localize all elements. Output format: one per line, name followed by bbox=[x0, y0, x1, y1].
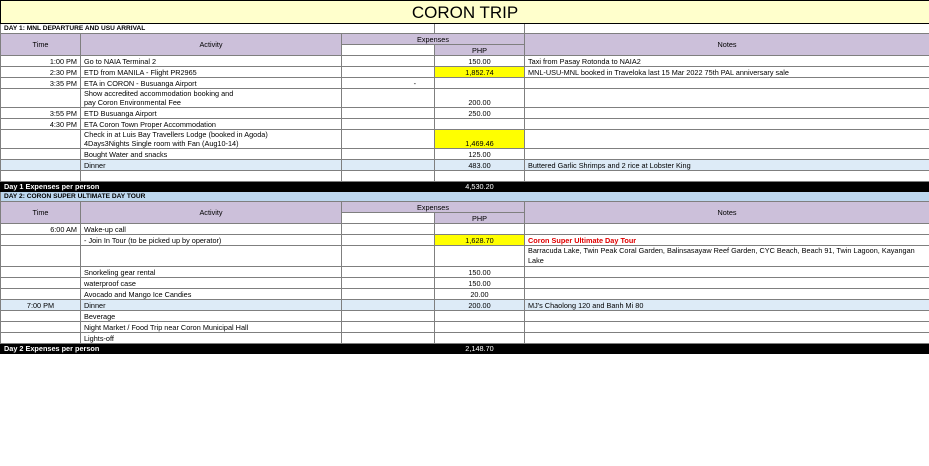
time-cell[interactable] bbox=[1, 333, 81, 344]
table-row bbox=[1, 267, 929, 278]
activity-cell[interactable]: Beverage bbox=[81, 311, 342, 322]
time-cell[interactable] bbox=[1, 311, 81, 322]
cell[interactable] bbox=[342, 267, 435, 278]
activity-header[interactable]: Activity bbox=[81, 34, 342, 56]
cell[interactable] bbox=[342, 278, 435, 289]
time-header[interactable]: Time bbox=[1, 202, 81, 224]
activity-cell[interactable]: ETA in CORON - Busuanga Airport bbox=[81, 78, 342, 89]
expenses-blank-header[interactable] bbox=[342, 45, 435, 56]
amount-cell[interactable] bbox=[435, 119, 525, 130]
day2-heading[interactable]: DAY 2: CORON SUPER ULTIMATE DAY TOUR bbox=[1, 192, 929, 202]
day1-total-amount[interactable]: 4,530.20 bbox=[435, 182, 525, 192]
amount-cell[interactable] bbox=[435, 322, 525, 333]
table-row bbox=[1, 322, 929, 333]
activity-cell[interactable]: ETD from MANILA - Flight PR2965 bbox=[81, 67, 342, 78]
expenses-header[interactable]: Expenses bbox=[342, 202, 525, 213]
time-cell[interactable]: 4:30 PM bbox=[1, 119, 81, 130]
title-row bbox=[1, 1, 929, 24]
expenses-header[interactable]: Expenses bbox=[342, 34, 525, 45]
cell[interactable] bbox=[342, 300, 435, 311]
amount-cell[interactable]: 1,628.70 bbox=[435, 235, 525, 246]
day2-total-row bbox=[1, 344, 929, 354]
note-cell[interactable]: Taxi from Pasay Rotonda to NAIA2 bbox=[525, 56, 929, 67]
amount-cell[interactable] bbox=[435, 224, 525, 235]
table-row bbox=[1, 56, 929, 67]
cell[interactable] bbox=[342, 235, 435, 246]
cell[interactable] bbox=[525, 24, 929, 34]
time-cell[interactable] bbox=[1, 278, 81, 289]
activity-line: pay Coron Environmental Fee bbox=[84, 98, 181, 107]
cell[interactable] bbox=[1, 171, 81, 182]
sheet-title[interactable]: CORON TRIP bbox=[1, 1, 929, 24]
activity-cell[interactable]: ETD Busuanga Airport bbox=[81, 108, 342, 119]
amount-cell[interactable]: 1,852.74 bbox=[435, 67, 525, 78]
cell[interactable] bbox=[342, 246, 435, 267]
time-cell[interactable] bbox=[1, 149, 81, 160]
cell[interactable] bbox=[342, 119, 435, 130]
activity-cell[interactable]: Dinner bbox=[81, 160, 342, 171]
activity-cell[interactable]: Night Market / Food Trip near Coron Municipal Hall bbox=[81, 322, 342, 333]
time-cell[interactable]: 3:35 PM bbox=[1, 78, 81, 89]
blank-row bbox=[1, 171, 929, 182]
time-cell[interactable] bbox=[1, 235, 81, 246]
note-cell[interactable] bbox=[525, 89, 929, 108]
expenses-blank-header[interactable] bbox=[342, 213, 435, 224]
cell[interactable] bbox=[342, 182, 435, 192]
table-row bbox=[1, 235, 929, 246]
table-row bbox=[1, 246, 929, 267]
activity-cell[interactable]: ETA Coron Town Proper Accommodation bbox=[81, 119, 342, 130]
activity-cell[interactable]: Dinner bbox=[81, 300, 342, 311]
activity-cell[interactable] bbox=[81, 130, 342, 149]
cell[interactable] bbox=[342, 108, 435, 119]
cell[interactable] bbox=[342, 289, 435, 300]
time-cell[interactable]: 1:00 PM bbox=[1, 56, 81, 67]
cell[interactable] bbox=[1, 246, 81, 267]
note-cell[interactable]: MJ's Chaolong 120 and Banh Mi 80 bbox=[525, 300, 929, 311]
cell[interactable] bbox=[435, 171, 525, 182]
activity-cell[interactable]: Go to NAIA Terminal 2 bbox=[81, 56, 342, 67]
day1-heading[interactable]: DAY 1: MNL DEPARTURE AND USU ARRIVAL bbox=[1, 24, 435, 34]
note-cell[interactable] bbox=[525, 108, 929, 119]
time-cell[interactable] bbox=[1, 160, 81, 171]
cell[interactable] bbox=[342, 149, 435, 160]
activity-cell[interactable]: Wake-up call bbox=[81, 224, 342, 235]
activity-cell[interactable]: - Join In Tour (to be picked up by operator) bbox=[81, 235, 342, 246]
cell[interactable] bbox=[342, 89, 435, 108]
table-row bbox=[1, 67, 929, 78]
table-row bbox=[1, 224, 929, 235]
note-cell[interactable] bbox=[525, 119, 929, 130]
time-cell[interactable]: 3:55 PM bbox=[1, 108, 81, 119]
table-row bbox=[1, 289, 929, 300]
activity-line: Check in at Luis Bay Travellers Lodge (booked in Agoda) bbox=[84, 130, 268, 139]
currency-header[interactable]: PHP bbox=[435, 45, 525, 56]
day2-total-amount[interactable]: 2,148.70 bbox=[435, 344, 525, 354]
time-cell[interactable] bbox=[1, 267, 81, 278]
amount-cell[interactable]: 150.00 bbox=[435, 267, 525, 278]
amount-cell[interactable]: 150.00 bbox=[435, 56, 525, 67]
activity-line: 4Days3Nights Single room with Fan (Aug10-14) bbox=[84, 139, 239, 148]
activity-cell[interactable] bbox=[81, 89, 342, 108]
tour-stops-note[interactable]: Barracuda Lake, Twin Peak Coral Garden, Balinsasayaw Reef Garden, CYC Beach, Beach 91, Twin Lagoon, Kayangan Lake bbox=[525, 246, 929, 267]
table-row bbox=[1, 78, 929, 89]
tour-name-note[interactable]: Coron Super Ultimate Day Tour bbox=[525, 235, 929, 246]
time-cell[interactable]: 7:00 PM bbox=[1, 300, 81, 311]
time-cell[interactable] bbox=[1, 130, 81, 149]
note-cell[interactable]: MNL-USU-MNL booked in Traveloka last 15 Mar 2022 75th PAL anniversary sale bbox=[525, 67, 929, 78]
day1-heading-row bbox=[1, 24, 929, 34]
note-cell[interactable] bbox=[525, 278, 929, 289]
amount-cell[interactable]: 483.00 bbox=[435, 160, 525, 171]
table-row bbox=[1, 160, 929, 171]
cell[interactable] bbox=[342, 171, 435, 182]
cell[interactable] bbox=[525, 182, 929, 192]
cell[interactable] bbox=[342, 56, 435, 67]
note-cell[interactable]: Buttered Garlic Shrimps and 2 rice at Lobster King bbox=[525, 160, 929, 171]
activity-cell[interactable]: Lights-off bbox=[81, 333, 342, 344]
amount-cell[interactable]: 20.00 bbox=[435, 289, 525, 300]
cell[interactable] bbox=[342, 322, 435, 333]
cell[interactable] bbox=[342, 333, 435, 344]
day1-header-row bbox=[1, 34, 929, 45]
table-row bbox=[1, 333, 929, 344]
activity-cell[interactable]: Bought Water and snacks bbox=[81, 149, 342, 160]
table-row bbox=[1, 119, 929, 130]
cell[interactable] bbox=[525, 344, 929, 354]
activity-header[interactable]: Activity bbox=[81, 202, 342, 224]
amount-cell[interactable]: 125.00 bbox=[435, 149, 525, 160]
table-row bbox=[1, 278, 929, 289]
activity-cell[interactable]: Avocado and Mango Ice Candies bbox=[81, 289, 342, 300]
note-cell[interactable] bbox=[525, 267, 929, 278]
note-cell[interactable] bbox=[525, 130, 929, 149]
note-cell[interactable] bbox=[525, 289, 929, 300]
note-cell[interactable] bbox=[525, 78, 929, 89]
amount-cell[interactable] bbox=[435, 311, 525, 322]
amount-cell[interactable] bbox=[435, 333, 525, 344]
note-cell[interactable] bbox=[525, 224, 929, 235]
cell[interactable] bbox=[342, 130, 435, 149]
table-row bbox=[1, 130, 929, 149]
amount-cell[interactable] bbox=[435, 78, 525, 89]
cell[interactable] bbox=[81, 171, 342, 182]
amount-cell[interactable]: 150.00 bbox=[435, 278, 525, 289]
table-row bbox=[1, 300, 929, 311]
time-cell[interactable] bbox=[1, 322, 81, 333]
note-cell[interactable] bbox=[525, 149, 929, 160]
cell[interactable] bbox=[342, 224, 435, 235]
time-cell[interactable]: 6:00 AM bbox=[1, 224, 81, 235]
day1-total-row bbox=[1, 182, 929, 192]
day2-heading-row bbox=[1, 192, 929, 202]
table-row bbox=[1, 311, 929, 322]
notes-header[interactable]: Notes bbox=[525, 34, 929, 56]
cell[interactable] bbox=[435, 246, 525, 267]
cell[interactable] bbox=[525, 171, 929, 182]
table-row bbox=[1, 89, 929, 108]
activity-cell[interactable]: Snorkeling gear rental bbox=[81, 267, 342, 278]
cell[interactable] bbox=[435, 24, 525, 34]
activity-line: Show accredited accommodation booking and bbox=[84, 89, 234, 98]
amount-cell[interactable]: 1,469.46 bbox=[435, 130, 525, 149]
notes-header[interactable]: Notes bbox=[525, 202, 929, 224]
cell[interactable] bbox=[342, 344, 435, 354]
table-row bbox=[1, 108, 929, 119]
amount-cell[interactable]: 250.00 bbox=[435, 108, 525, 119]
cell[interactable] bbox=[342, 67, 435, 78]
time-header[interactable]: Time bbox=[1, 34, 81, 56]
dash-cell[interactable]: - bbox=[342, 78, 435, 89]
amount-cell[interactable]: 200.00 bbox=[435, 89, 525, 108]
time-cell[interactable]: 2:30 PM bbox=[1, 67, 81, 78]
table-row bbox=[1, 149, 929, 160]
activity-cell[interactable]: waterproof case bbox=[81, 278, 342, 289]
cell[interactable] bbox=[342, 311, 435, 322]
amount-cell[interactable]: 200.00 bbox=[435, 300, 525, 311]
time-cell[interactable] bbox=[1, 289, 81, 300]
note-cell[interactable] bbox=[525, 333, 929, 344]
note-cell[interactable] bbox=[525, 322, 929, 333]
cell[interactable] bbox=[81, 246, 342, 267]
day1-total-label[interactable]: Day 1 Expenses per person bbox=[1, 182, 342, 192]
time-cell[interactable] bbox=[1, 89, 81, 108]
currency-header[interactable]: PHP bbox=[435, 213, 525, 224]
day2-total-label[interactable]: Day 2 Expenses per person bbox=[1, 344, 342, 354]
note-cell[interactable] bbox=[525, 311, 929, 322]
day2-header-row bbox=[1, 202, 929, 213]
cell[interactable] bbox=[342, 160, 435, 171]
